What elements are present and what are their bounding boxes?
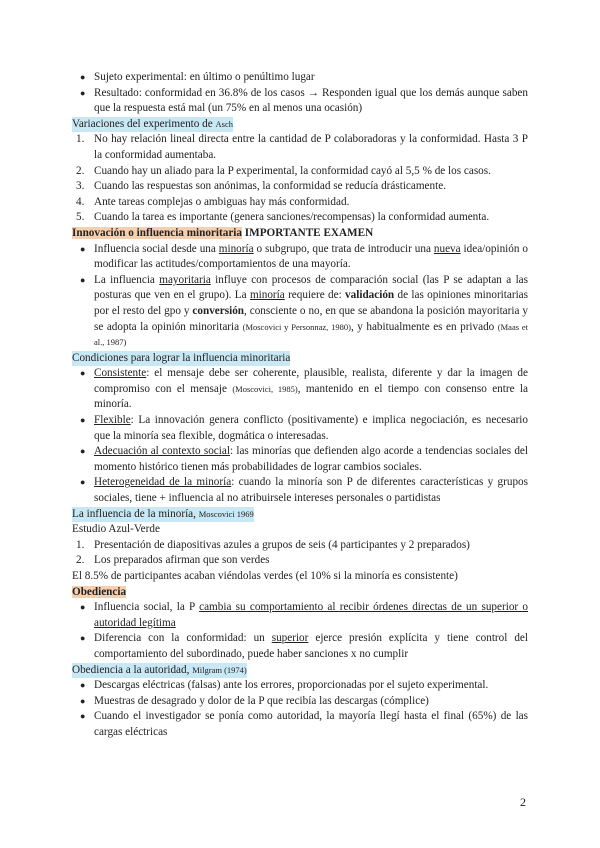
bullet-icon: ● bbox=[80, 633, 86, 644]
study-title: Estudio Azul-Verde bbox=[72, 523, 160, 536]
section-heading-moscovici: La influencia de la minoría, Moscovici 1969 bbox=[72, 507, 254, 523]
list-item: ● Influencia social, la P cambia su comportamiento al recibir órdenes directas de un superior o autoridad legítima bbox=[80, 601, 528, 629]
list-item: ● Descargas eléctricas (falsas) ante los errores, proporcionadas por el sujeto experimental. bbox=[72, 678, 528, 694]
list-item: ● Influencia social desde una minoría o subgrupo, que trata de introducir una nueva idea/opinión o modificar las actitudes/comportamientos de una mayoría. bbox=[80, 242, 528, 271]
list-item: 5. Cuando la tarea es importante (genera sanciones/recompensas) la conformidad aumenta. bbox=[76, 211, 490, 224]
bullet-icon: ● bbox=[80, 711, 86, 722]
list-item: ● Adecuación al contexto social: las minorías que defienden algo acorde a tendencias sociales del momento histórico tienen más probabilidades de lograr cambios sociales. bbox=[80, 445, 528, 473]
list-item: ● Consistente: el mensaje debe ser coherente, plausible, realista, diferente y dar la imagen de compromiso con el mensaje (Moscovici, 1985), mantenido en el tiempo con consenso entre la minoría. bbox=[80, 367, 528, 411]
bullet-icon: ● bbox=[80, 477, 86, 488]
bullet-icon: ● bbox=[80, 87, 86, 98]
list-item: ● Muestras de desagrado y dolor de la P que recibía las descargas (cómplice) bbox=[72, 694, 528, 710]
section-heading-asch: Variaciones del experimento de Asch bbox=[72, 117, 233, 133]
section-heading-innovacion: Innovación o influencia minoritaria bbox=[72, 226, 242, 239]
bullet-icon: ● bbox=[80, 274, 86, 285]
section-heading-condiciones: Condiciones para lograr la influencia minoritaria bbox=[72, 351, 290, 367]
list-item: 3. Cuando las respuestas son anónimas, la conformidad se reducía drásticamente. bbox=[76, 180, 446, 193]
document-page bbox=[72, 70, 528, 741]
list-item: ● Cuando el investigador se ponía como autoridad, la mayoría llegí hasta el final (65%) de las cargas eléctricas bbox=[80, 710, 528, 738]
list-item: 1. Presentación de diapositivas azules a grupos de seis (4 participantes y 2 preparados) bbox=[76, 538, 470, 551]
bullet-icon: ● bbox=[80, 602, 86, 613]
list-item: 4. Ante tareas complejas o ambiguas hay más conformidad. bbox=[76, 195, 350, 208]
section-heading-milgram: Obediencia a la autoridad, Milgram (1974) bbox=[72, 663, 247, 679]
study-result: El 8.5% de participantes acaban viéndolas verdes (el 10% si la minoría es consistente) bbox=[72, 570, 458, 582]
bullet-icon: ● bbox=[80, 72, 86, 82]
intro-bullet-1: Sujeto experimental: en último o penúltimo lugar bbox=[94, 71, 315, 83]
bullet-icon: ● bbox=[80, 415, 86, 426]
exam-tag: IMPORTANTE EXAMEN bbox=[242, 226, 374, 239]
intro-bullet-2: Resultado: conformidad en 36.8% de los casos → Responden igual que los demás aunque saben que la respuesta está mal (un 75% en al menos una ocasión) bbox=[94, 86, 528, 115]
page-number: 2 bbox=[520, 795, 526, 809]
list-item: ● La influencia mayoritaria influye con procesos de comparación social (las P se adaptan a las posturas que ven en el grupo). La minoría requiere de: validación de las opiniones minoritarias por el resto del gpo y conversión, consciente o no, en que se abandona la posición mayoritaria y se adopta la opinión minoritaria (Moscovici y Personnaz, 1980), y habitualmente es en privado (Maas et al., 1987) bbox=[80, 273, 529, 348]
section-heading-obediencia: Obediencia bbox=[72, 585, 127, 598]
bullet-icon: ● bbox=[80, 695, 86, 706]
list-item: 1. No hay relación lineal directa entre la cantidad de P colaboradoras y la conformidad. Hasta 3 P la conformidad aumentaba. bbox=[76, 133, 528, 161]
list-item bbox=[72, 86, 528, 117]
bullet-icon: ● bbox=[80, 368, 86, 379]
list-item: ● Flexible: La innovación genera conflicto (positivamente) e implica negociación, es necesario que la minoría sea flexible, dogmática o interesadas. bbox=[80, 414, 528, 442]
bullet-icon: ● bbox=[80, 446, 86, 457]
list-item: ● Heterogeneidad de la minoría: cuando la minoría son P de diferentes características y grupos sociales, tiene + influencia al no atribuirsele intereses personales o partidistas bbox=[80, 476, 528, 505]
list-item: 2. Los preparados afirman que son verdes bbox=[76, 554, 270, 567]
bullet-icon: ● bbox=[80, 243, 86, 254]
bullet-icon: ● bbox=[80, 680, 86, 691]
list-item bbox=[72, 70, 528, 86]
list-item: 2. Cuando hay un aliado para la P experimental, la conformidad cayó al 5,5 % de los casos. bbox=[76, 164, 491, 177]
list-item: ● Diferencia con la conformidad: un superior ejerce presión explícita y tiene control del comportamiento del subordinado, puede haber sanciones x no cumplir bbox=[80, 632, 528, 660]
